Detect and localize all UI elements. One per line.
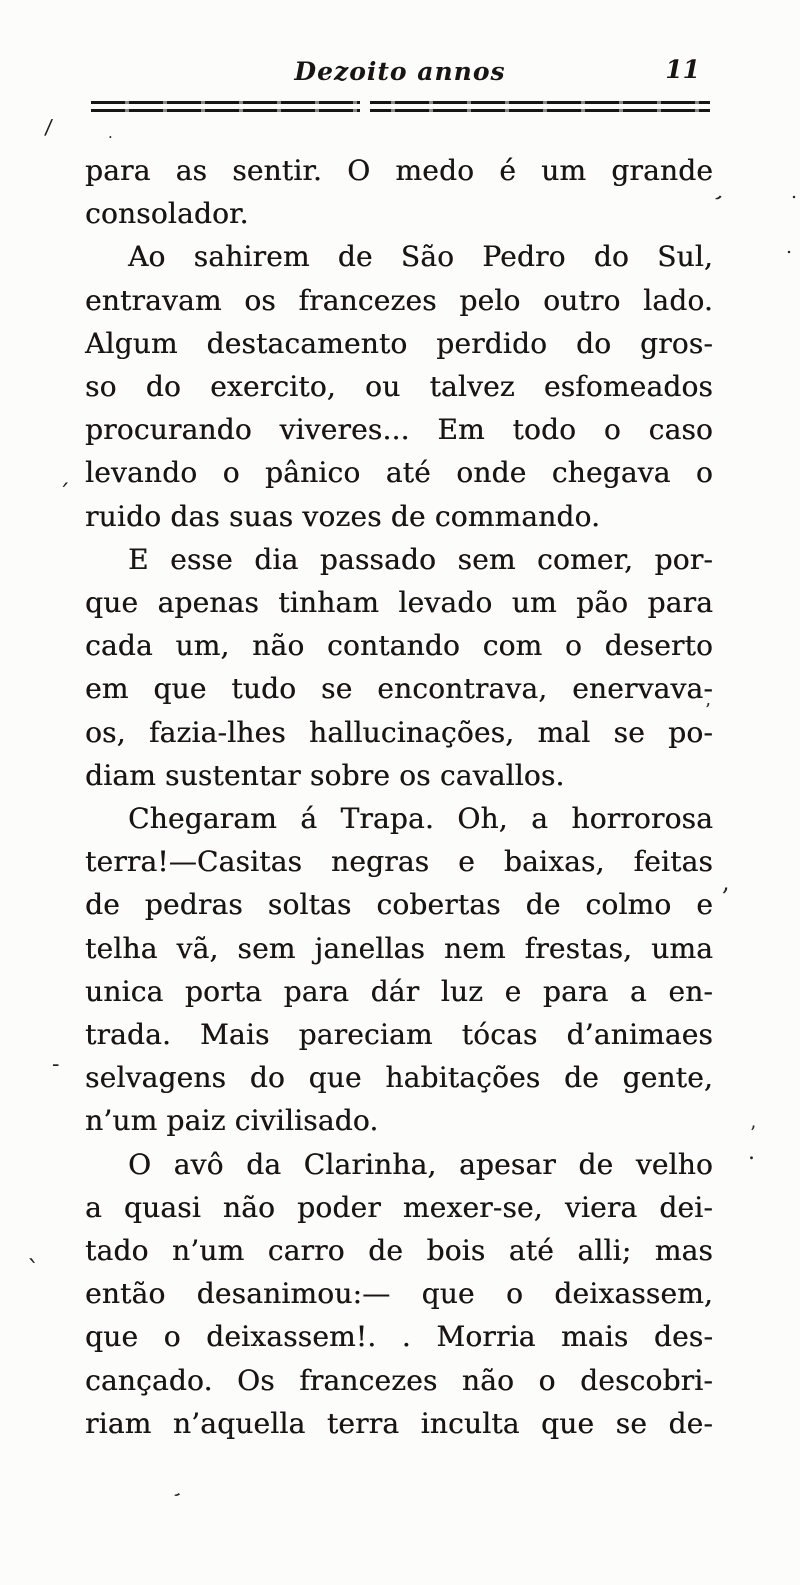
scan-speck: ´ bbox=[58, 480, 70, 508]
scan-speck: ` bbox=[27, 1256, 40, 1286]
text-line: consolador. bbox=[85, 197, 249, 231]
text-line: Chegaram á Trapa. Oh, a horrorosa bbox=[128, 802, 713, 836]
text-line: para as sentir. O medo é um grande bbox=[85, 154, 713, 187]
page-number: 11 bbox=[665, 55, 700, 84]
text-line: diam sustentar sobre os cavallos. bbox=[85, 758, 565, 792]
scan-speck: ’ bbox=[705, 700, 711, 721]
text-line: so do exercito, ou talvez esfomeados bbox=[85, 370, 713, 404]
text-block bbox=[85, 149, 713, 1445]
text-line: unica porta para dár luz e para a en- bbox=[85, 974, 713, 1008]
text-line: riam n’aquella terra inculta que se de- bbox=[85, 1406, 713, 1440]
text-line: que o deixassem!. . Morria mais des- bbox=[85, 1320, 713, 1354]
text-line: os, fazia-lhes hallucinações, mal se po- bbox=[85, 715, 713, 749]
text-line: a quasi não poder mexer-se, viera dei- bbox=[85, 1190, 713, 1224]
text-line: então desanimou:— que o deixassem, bbox=[85, 1277, 713, 1311]
scan-speck: ’ bbox=[750, 1122, 757, 1144]
text-line: trada. Mais pareciam tócas d’animaes bbox=[85, 1018, 713, 1052]
divider-rule-gap bbox=[360, 99, 370, 116]
text-line: que apenas tinham levado um pão para bbox=[85, 586, 713, 620]
text-line: em que tudo se encontrava, enervava- bbox=[85, 672, 713, 706]
divider-rule bbox=[91, 101, 710, 114]
text-line: tado n’um carro de bois até alli; mas bbox=[85, 1234, 713, 1268]
text-line: cançado. Os francezes não o descobri- bbox=[85, 1363, 713, 1397]
text-line: Ao sahirem de São Pedro do Sul, bbox=[128, 240, 713, 274]
text-line: procurando viveres... Em todo o caso bbox=[85, 413, 713, 447]
text-line: cada um, não contando com o deserto bbox=[85, 629, 713, 663]
text-line: entravam os francezes pelo outro lado. bbox=[85, 283, 713, 317]
scan-speck: - bbox=[52, 1052, 60, 1077]
running-title: Dezoito annos bbox=[294, 57, 506, 86]
text-line: ruido das suas vozes de commando. bbox=[85, 499, 601, 533]
text-line: de pedras soltas cobertas de colmo e bbox=[85, 888, 713, 922]
text-line: selvagens do que habitações de gente, bbox=[85, 1061, 713, 1095]
divider-rule-bottom-line bbox=[91, 109, 710, 112]
text-line: Algum destacamento perdido do gros- bbox=[85, 326, 713, 360]
text-line: terra!—Casitas negras e baixas, feitas bbox=[85, 845, 713, 879]
scan-speck: , bbox=[722, 868, 730, 896]
scan-speck: . bbox=[791, 181, 798, 203]
text-line: E esse dia passado sem comer, por- bbox=[128, 542, 713, 576]
scan-speck: . bbox=[748, 1140, 755, 1165]
text-line: levando o pânico até onde chegava o bbox=[85, 456, 713, 490]
text-line: telha vã, sem janellas nem frestas, uma bbox=[85, 931, 713, 965]
scan-speck: ’ bbox=[702, 190, 726, 216]
text-line: O avô da Clarinha, apesar de velho bbox=[128, 1147, 713, 1181]
scan-speck: ’ bbox=[161, 1487, 185, 1509]
scan-speck: / bbox=[43, 114, 54, 140]
scan-speck: . bbox=[786, 236, 793, 258]
divider-rule-top-line bbox=[91, 101, 710, 104]
scan-speck: . bbox=[108, 124, 113, 142]
text-line: n’um paiz civilisado. bbox=[85, 1104, 379, 1138]
